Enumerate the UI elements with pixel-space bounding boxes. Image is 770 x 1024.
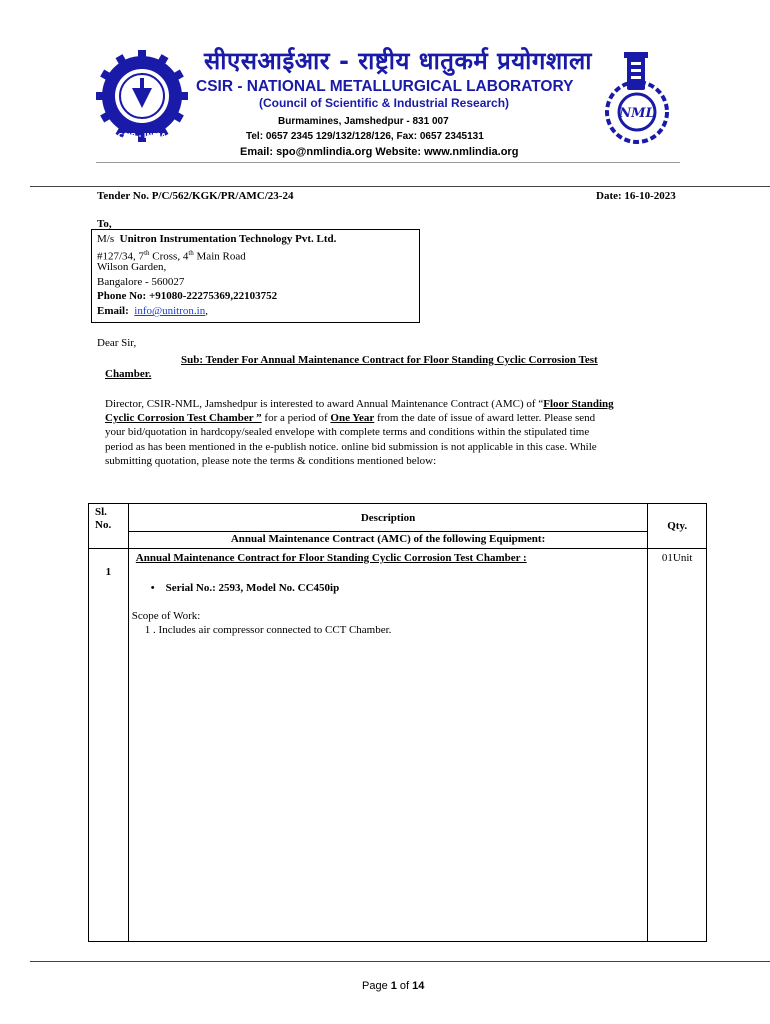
body-line-2: [105, 411, 595, 425]
body-line-5: submitting quotation, please note the terms & conditions mentioned below:: [105, 455, 437, 467]
address-part: Cross, 4: [149, 250, 189, 263]
phone-line: Phone No: +91080-22275369,22103752: [97, 290, 278, 302]
row-title: Annual Maintenance Contract for Floor Standing Cyclic Corrosion Test Chamber :: [135, 552, 527, 564]
lab-phone-fax: Tel: 0657 2345 129/132/128/126, Fax: 0657 2345131: [246, 131, 484, 142]
address-sup: th: [144, 249, 150, 257]
scope-item: 1 . Includes air compressor connected to CCT Chamber.: [144, 624, 392, 636]
email-suffix: ,: [205, 305, 208, 317]
footer-divider: [30, 961, 770, 962]
page-number: [362, 980, 424, 992]
email-label: Email:: [97, 305, 129, 317]
csir-logo: [94, 48, 190, 144]
row-qty: [648, 549, 707, 942]
row-bullet: [129, 565, 648, 595]
row-description: [128, 549, 648, 942]
header-description-text: Description: [360, 511, 416, 524]
page-current: 1: [390, 980, 397, 992]
row-qty-text: 01Unit: [661, 552, 693, 564]
header-description: [128, 504, 648, 532]
ms-prefix: M/s: [97, 233, 115, 245]
body-text: Director, CSIR-NML, Jamshedpur is interested to award Annual Maintenance Contract (AMC) of “: [105, 398, 544, 410]
body-text: for a period of: [261, 412, 331, 424]
council-name: (Council of Scientific & Industrial Research): [259, 96, 510, 110]
address-line-2: Wilson Garden,: [97, 261, 167, 273]
header-qty: [648, 504, 707, 549]
section-title: [128, 532, 648, 549]
address-part: #127/34, 7: [97, 250, 145, 263]
body-emphasis: Cyclic Corrosion Test Chamber ”: [105, 412, 262, 424]
body-emphasis: Floor Standing: [543, 398, 614, 410]
table-header-row: [89, 504, 707, 532]
tender-number: Tender No. P/C/562/KGK/PR/AMC/23-24: [97, 190, 294, 202]
items-table: [88, 503, 707, 942]
lab-address: Burmamines, Jamshedpur - 831 007: [278, 116, 449, 127]
scope-label: Scope of Work:: [131, 610, 201, 622]
section-title-row: [89, 532, 707, 549]
address-line-3: Bangalore - 560027: [97, 276, 185, 288]
salutation: Dear Sir,: [97, 337, 137, 349]
csir-logo-text: CSIR - INDIA: [117, 132, 167, 140]
header-sl-line: Sl.: [95, 506, 107, 518]
header-divider: [30, 186, 770, 187]
lab-name: CSIR - NATIONAL METALLURGICAL LABORATORY: [196, 78, 574, 95]
lab-email-web: Email: spo@nmlindia.org Website: www.nmlindia.org: [240, 146, 519, 158]
header-sl: [89, 504, 129, 549]
address-sup: th: [188, 249, 194, 257]
header-sl-line: No.: [95, 519, 112, 531]
subject-line-2: Chamber.: [105, 368, 152, 380]
page-of: of: [396, 980, 413, 992]
header-qty-text: Qty.: [667, 520, 688, 532]
body-emphasis: One Year: [330, 412, 375, 424]
email-link[interactable]: info@unitron.in: [134, 305, 206, 317]
nml-logo: [594, 50, 680, 150]
section-title-text: Annual Maintenance Contract (AMC) of the following Equipment:: [230, 533, 546, 545]
header-rule: [96, 162, 680, 163]
email-line: [97, 304, 208, 318]
company-line: [97, 232, 336, 246]
tender-date: Date: 16-10-2023: [596, 190, 676, 202]
subject-line-1: Sub: Tender For Annual Maintenance Contract for Floor Standing Cyclic Corrosion Test: [181, 354, 598, 366]
to-label: To,: [97, 218, 112, 230]
row-sl: [89, 549, 129, 942]
row-bullet-text: Serial No.: 2593, Model No. CC450ip: [165, 582, 340, 594]
row-sl-text: 1: [105, 566, 112, 578]
page-prefix: Page: [362, 980, 391, 992]
company-name: Unitron Instrumentation Technology Pvt. Ltd.: [119, 233, 337, 245]
body-line-4: period as has been mentioned in the e-publish notice. online bid submission is not applicable in this case. While: [105, 441, 597, 453]
body-line-3: your bid/quotation in hardcopy/sealed envelope with complete terms and conditions within the stipulated time: [105, 426, 590, 438]
table-row: [89, 549, 707, 942]
bullet-icon: •: [150, 582, 155, 594]
hindi-lab-name: सीएसआईआर - राष्ट्रीय धातुकर्म प्रयोगशाला: [204, 47, 592, 75]
nml-logo-text: NML: [619, 106, 655, 121]
address-part: Main Road: [193, 250, 246, 263]
page-total: 14: [412, 980, 425, 992]
body-text: from the date of issue of award letter. Please send: [374, 412, 596, 424]
body-line-1: [105, 397, 614, 411]
